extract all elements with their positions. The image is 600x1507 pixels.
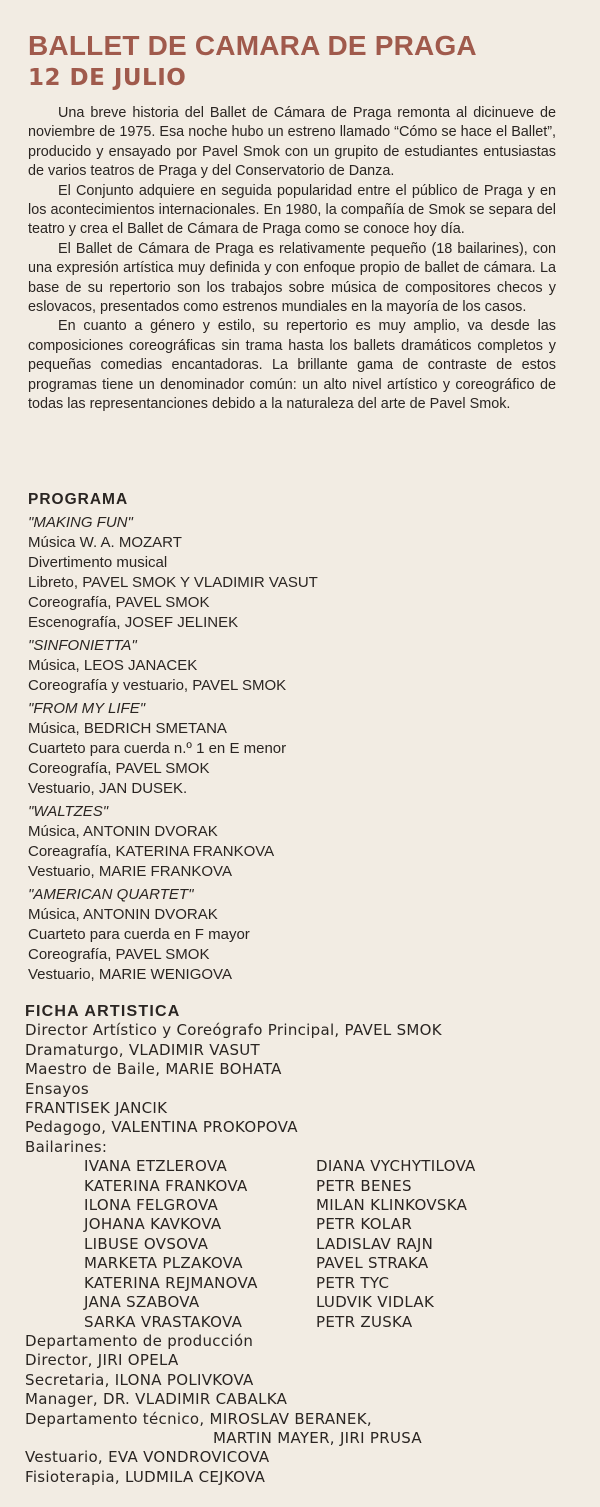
ficha-artistica-section (25, 1002, 590, 1487)
dancer-name: IVANA ETZLEROVA (84, 1157, 228, 1176)
dancer-name: LIBUSE OVSOVA (84, 1234, 209, 1253)
dancer-name: MILAN KLINKOVSKA (316, 1196, 468, 1215)
staff-line: Director Artístico y Coreógrafo Principal, PAVEL SMOK (25, 1021, 442, 1040)
dancers-list (84, 1157, 590, 1332)
work-credit: Coreografía, PAVEL SMOK (28, 946, 210, 963)
intro-paragraph: El Conjunto adquiere en seguida popularidad entre el público de Praga y en los acontecimientos internacionales. En 1980, la compañía de Smok se separa del teatro y crea el Ballet de Cámara de Praga como se conoce hoy día. (28, 182, 556, 238)
dancer-name: MARKETA PLZAKOVA (84, 1254, 243, 1273)
work-credit: Coreografía, PAVEL SMOK (28, 594, 210, 611)
staff-line: Fisioterapia, LUDMILA CEJKOVA (25, 1467, 266, 1486)
work-credit: Coreagrafía, KATERINA FRANKOVA (28, 843, 275, 860)
dancer-name: KATERINA FRANKOVA (84, 1176, 248, 1195)
dancer-name: ILONA FELGROVA (84, 1196, 219, 1215)
work-title: "AMERICAN QUARTET" (28, 886, 194, 903)
dancer-name: PETR KOLAR (316, 1215, 413, 1234)
work-credit: Coreografía y vestuario, PAVEL SMOK (28, 677, 287, 694)
work-waltzes (28, 802, 588, 882)
work-credit: Música, BEDRICH SMETANA (28, 720, 227, 737)
intro-text (28, 104, 556, 415)
staff-line: Maestro de Baile, MARIE BOHATA (25, 1060, 282, 1079)
dancer-name: PAVEL STRAKA (316, 1254, 429, 1273)
work-making-fun (28, 513, 588, 633)
dancer-name: PETR BENES (316, 1176, 412, 1195)
work-credit: Música, ANTONIN DVORAK (28, 823, 218, 840)
work-credit: Libreto, PAVEL SMOK Y VLADIMIR VASUT (28, 574, 318, 591)
dancer-name: PETR ZUSKA (316, 1312, 413, 1331)
dancer-name: LUDVIK VIDLAK (316, 1293, 435, 1312)
work-credit: Vestuario, MARIE WENIGOVA (28, 966, 232, 983)
staff-line: Pedagogo, VALENTINA PROKOPOVA (25, 1118, 298, 1137)
ficha-heading: FICHA ARTISTICA (25, 1003, 181, 1020)
dancer-name: LADISLAV RAJN (316, 1234, 434, 1253)
staff-line-continuation: MARTIN MAYER, JIRI PRUSA (213, 1428, 422, 1447)
intro-paragraph: En cuanto a género y estilo, su repertorio es muy amplio, va desde las composiciones coreográficas sin trama hasta los ballets dramáticos completos y pequeñas comedias encantadoras. La brillante gama de contraste de estos programas tiene un denominador común: un alto nivel artístico y coreográfico de todas las representanciones debido a la naturaleza del arte de Pavel Smok. (28, 318, 556, 413)
work-credit: Vestuario, JAN DUSEK. (28, 780, 188, 797)
work-credit: Vestuario, MARIE FRANKOVA (28, 863, 232, 880)
work-credit: Cuarteto para cuerda en F mayor (28, 926, 250, 943)
work-credit: Coreografía, PAVEL SMOK (28, 760, 210, 777)
staff-line: Departamento de producción (25, 1331, 254, 1350)
page-title: BALLET DE CAMARA DE PRAGA (28, 30, 477, 61)
staff-line: Vestuario, EVA VONDROVICOVA (25, 1448, 270, 1467)
staff-line: Departamento técnico, MIROSLAV BERANEK, (25, 1409, 372, 1428)
dancer-name: DIANA VYCHYTILOVA (316, 1157, 476, 1176)
dancer-name: KATERINA REJMANOVA (84, 1273, 258, 1292)
work-from-my-life (28, 699, 588, 799)
work-title: "MAKING FUN" (28, 514, 133, 531)
event-date: 12 DE JULIO (28, 65, 187, 91)
programa-heading: PROGRAMA (28, 491, 129, 508)
dancer-name: PETR TYC (316, 1273, 390, 1292)
dancer-name: JOHANA KAVKOVA (84, 1215, 222, 1234)
programa-section (28, 490, 588, 985)
dancer-name: JANA SZABOVA (84, 1293, 200, 1312)
staff-line: Manager, DR. VLADIMIR CABALKA (25, 1390, 288, 1409)
intro-paragraph: El Ballet de Cámara de Praga es relativamente pequeño (18 bailarines), con una expresión artística muy definida y con enfoque propio de ballet de cámara. La base de su repertorio son los trabajos sobre música de compositores checos y eslovacos, presentados como estrenos mundiales en la mayoría de los casos. (28, 240, 556, 316)
staff-line: Dramaturgo, VLADIMIR VASUT (25, 1040, 261, 1059)
work-credit: Divertimento musical (28, 554, 168, 571)
staff-line: Secretaria, ILONA POLIVKOVA (25, 1370, 254, 1389)
work-credit: Cuarteto para cuerda n.º 1 en E menor (28, 740, 287, 757)
work-title: "WALTZES" (28, 803, 109, 820)
work-sinfonietta (28, 636, 588, 696)
work-credit: Música, ANTONIN DVORAK (28, 906, 218, 923)
work-credit: Música W. A. MOZART (28, 534, 182, 551)
work-credit: Escenografía, JOSEF JELINEK (28, 614, 239, 631)
staff-line: Director, JIRI OPELA (25, 1351, 179, 1370)
work-title: "FROM MY LIFE" (28, 700, 146, 717)
work-american-quartet (28, 885, 588, 985)
work-title: "SINFONIETTA" (28, 637, 137, 654)
staff-line: FRANTISEK JANCIK (25, 1099, 168, 1118)
dancer-name: SARKA VRASTAKOVA (84, 1312, 243, 1331)
intro-paragraph: Una breve historia del Ballet de Cámara de Praga remonta al dicinueve de noviembre de 1975. Esa noche hubo un estreno llamado “Cómo se hace el Ballet”, producido y ensayado por Pavel Smok con un grupito de estudiantes entusiastas de varios teatros de Praga y del Conservatorio de Danza. (28, 105, 556, 180)
staff-line: Ensayos (25, 1079, 89, 1098)
dancers-label: Bailarines: (25, 1137, 108, 1156)
work-credit: Música, LEOS JANACEK (28, 657, 198, 674)
